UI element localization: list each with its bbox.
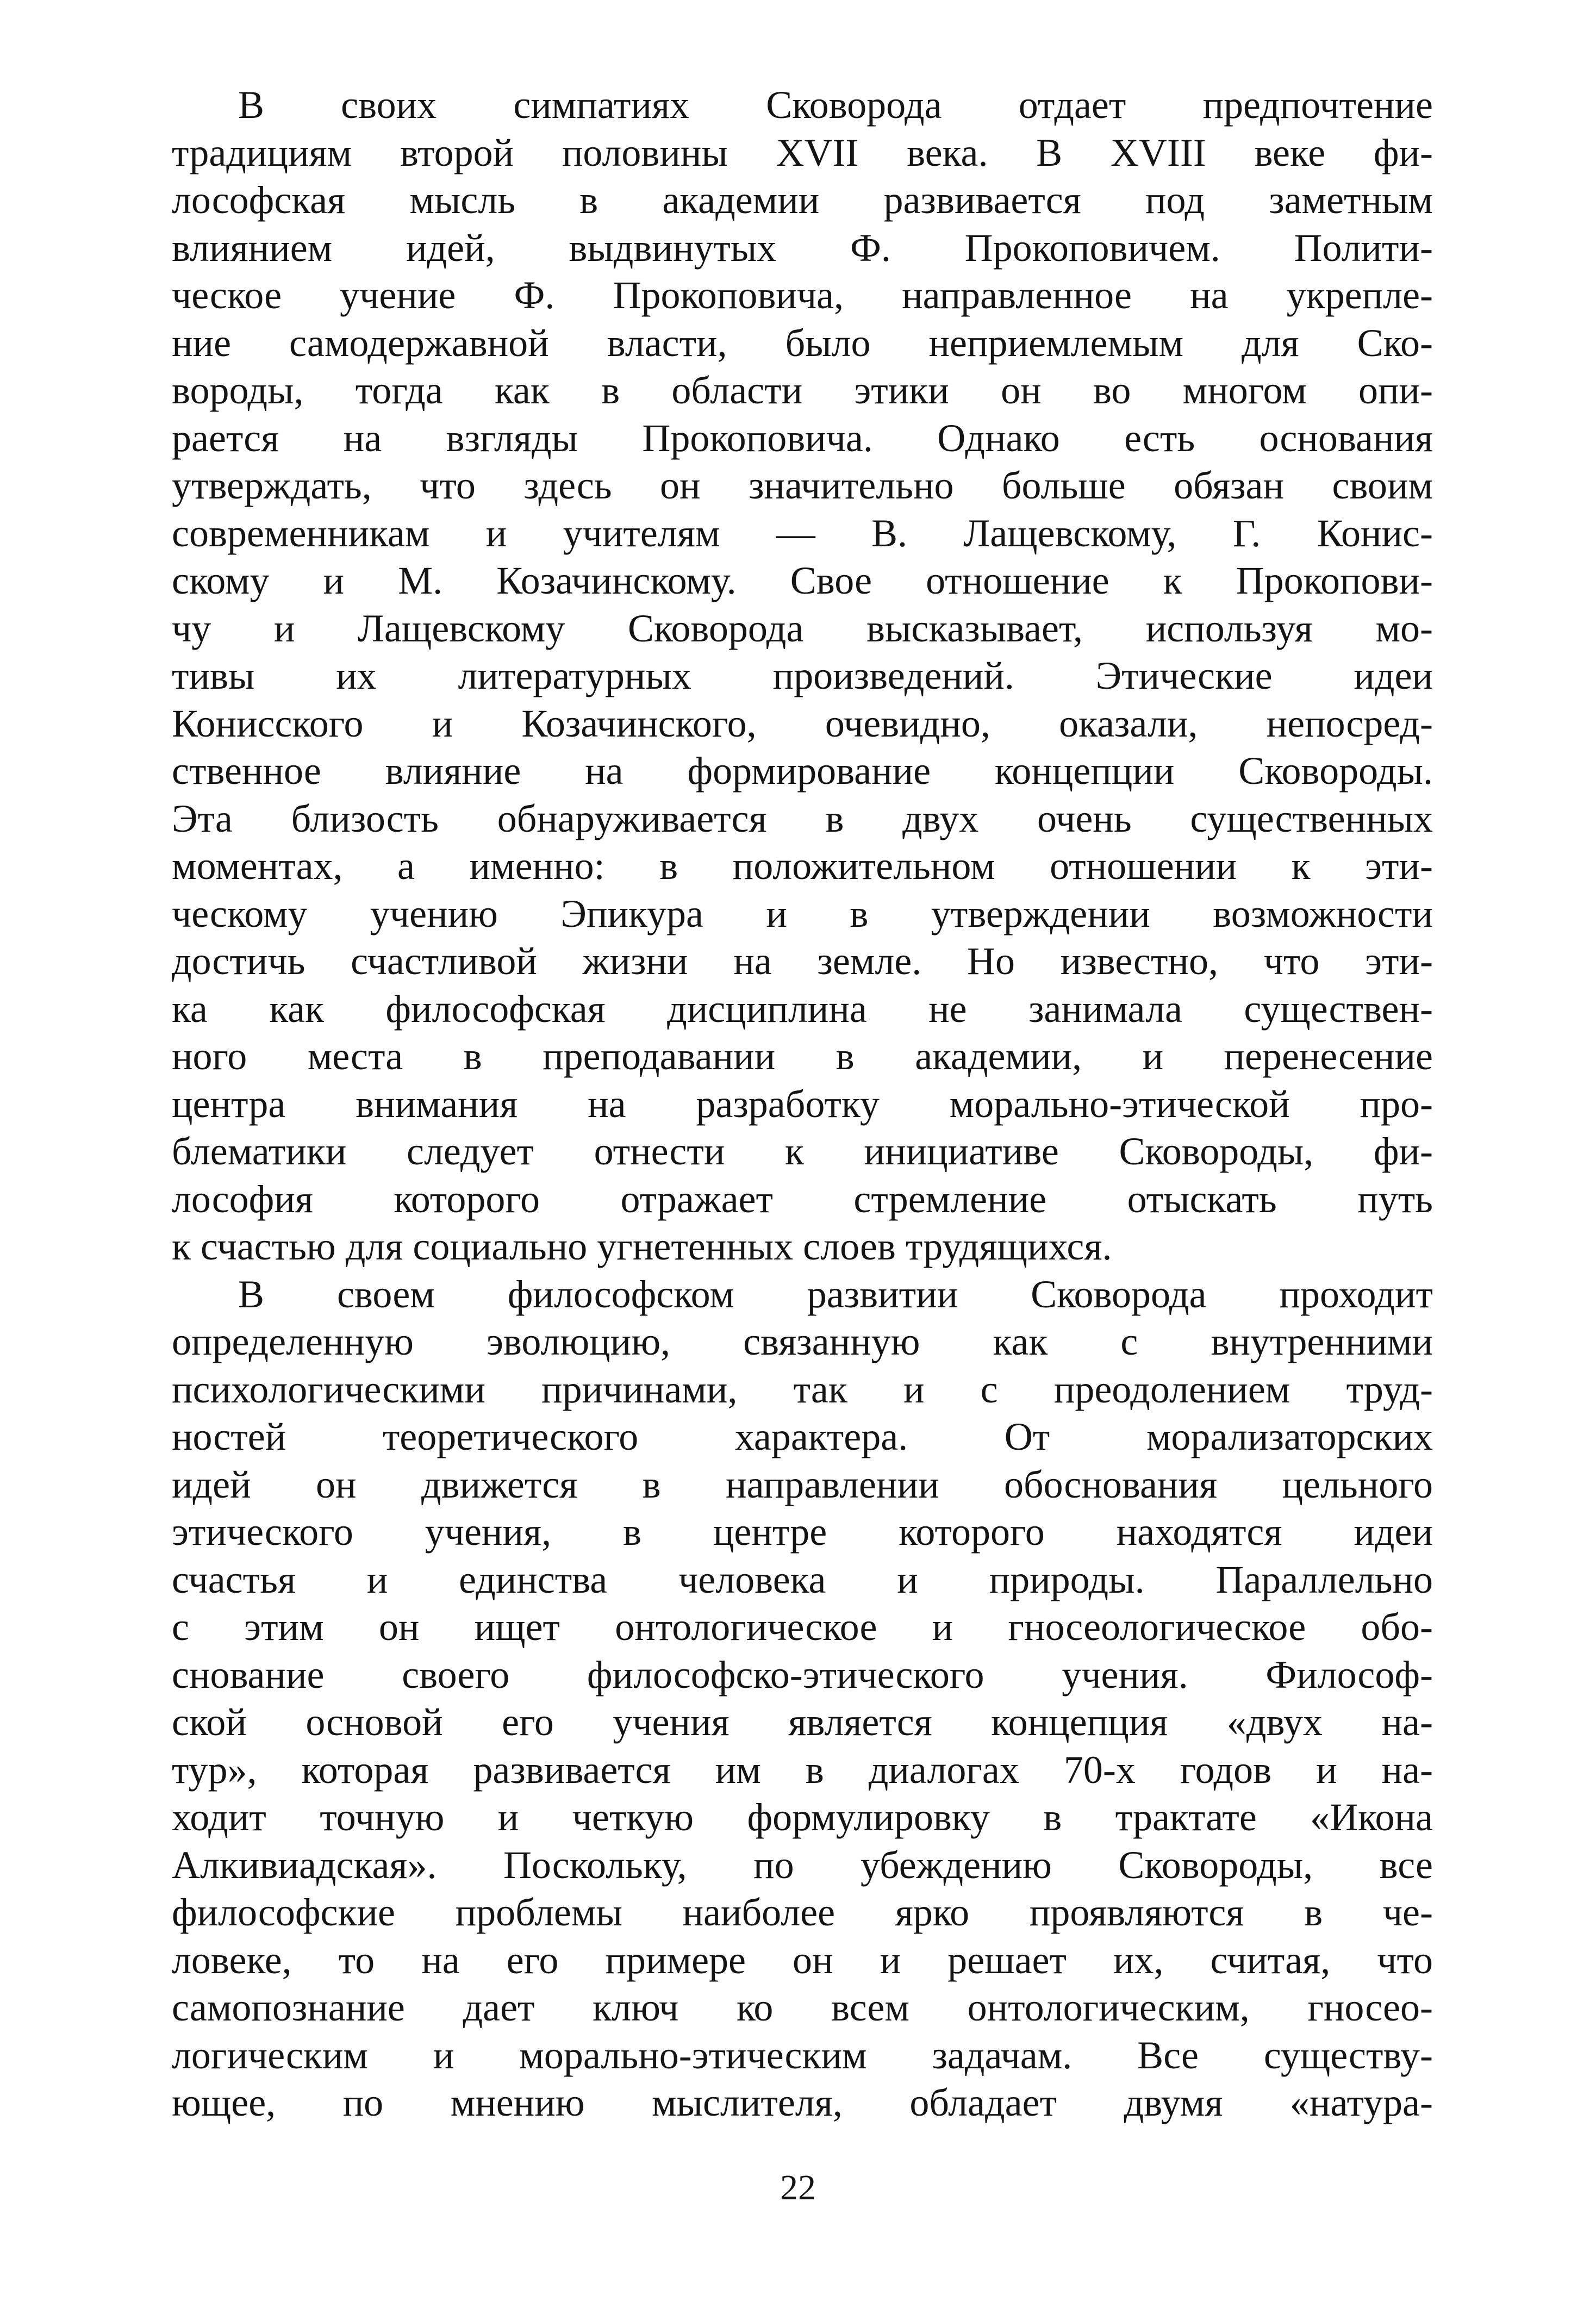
text-line: утверждать, что здесь он значительно больше обязан своим xyxy=(172,464,1433,507)
text-line: В своем философском развитии Сковорода проходит xyxy=(238,1272,1433,1316)
text-line: традициям второй половины XVII века. В XVIII веке фи- xyxy=(172,130,1433,174)
text-line: влиянием идей, выдвинутых Ф. Прокоповичем. Полити- xyxy=(172,226,1433,270)
text-line: В своих симпатиях Сковорода отдает предпочтение xyxy=(238,83,1433,127)
text-line: ющее, по мнению мыслителя, обладает двумя «натура- xyxy=(172,2081,1433,2124)
text-line: ческому учению Эпикура и в утверждении возможности xyxy=(172,891,1433,936)
text-line: ственное влияние на формирование концепции Сковороды. xyxy=(172,749,1433,793)
page-number: 22 xyxy=(780,2168,816,2207)
text-line: ской основой его учения является концепция «двух на- xyxy=(172,1700,1433,1744)
text-line: снование своего философско-этического учения. Философ- xyxy=(172,1652,1433,1697)
text-line: идей он движется в направлении обоснования цельного xyxy=(172,1462,1433,1506)
text-line: самопознание дает ключ ко всем онтологическим, гносео- xyxy=(172,1986,1433,2029)
text-line: тур», которая развивается им в диалогах 70-х годов и на- xyxy=(172,1748,1433,1792)
body-text xyxy=(172,82,1433,2127)
text-line: моментах, а именно: в положительном отношении к эти- xyxy=(172,844,1433,888)
text-line: ческое учение Ф. Прокоповича, направленное на укрепле- xyxy=(172,273,1433,317)
text-line: к счастью для социально угнетенных слоев трудящихся. xyxy=(172,1225,1112,1268)
text-line: Эта близость обнаруживается в двух очень существенных xyxy=(172,796,1433,840)
text-line: достичь счастливой жизни на земле. Но известно, что эти- xyxy=(172,939,1433,983)
text-line: ка как философская дисциплина не занимала существен- xyxy=(172,987,1433,1031)
text-line: ностей теоретического характера. От морализаторских xyxy=(172,1415,1433,1458)
text-line: Конисского и Козачинского, очевидно, оказали, непосред- xyxy=(172,701,1433,745)
text-line: лософская мысль в академии развивается под заметным xyxy=(172,178,1433,222)
text-line: этического учения, в центре которого находятся идеи xyxy=(172,1510,1433,1554)
text-line: блематики следует отнести к инициативе Сковороды, фи- xyxy=(172,1130,1433,1173)
text-line: скому и М. Козачинскому. Свое отношение к Прокопови- xyxy=(172,559,1433,602)
text-line: рается на взгляды Прокоповича. Однако есть основания xyxy=(172,416,1433,460)
text-line: лософия которого отражает стремление отыскать путь xyxy=(172,1177,1433,1221)
text-line: центра внимания на разработку морально-этической про- xyxy=(172,1082,1433,1126)
text-line: философские проблемы наиболее ярко проявляются в че- xyxy=(172,1891,1433,1934)
text-line: ного места в преподавании в академии, и перенесение xyxy=(172,1034,1433,1078)
text-line: ходит точную и четкую формулировку в трактате «Икона xyxy=(172,1795,1433,1839)
text-line: ловеке, то на его примере он и решает их, считая, что xyxy=(172,1938,1433,1982)
text-line: чу и Лащевскому Сковорода высказывает, используя мо- xyxy=(172,606,1433,650)
text-line: тивы их литературных произведений. Этические идеи xyxy=(172,654,1433,697)
text-line: психологическими причинами, так и с преодолением труд- xyxy=(172,1367,1433,1411)
text-line: логическим и морально-этическим задачам. Все существу- xyxy=(172,2033,1433,2077)
text-line: современникам и учителям — В. Лащевскому, Г. Конис- xyxy=(172,511,1433,555)
text-line: с этим он ищет онтологическое и гносеологическое обо- xyxy=(172,1605,1433,1649)
text-line: определенную эволюцию, связанную как с внутренними xyxy=(172,1320,1433,1363)
text-line: Алкивиадская». Поскольку, по убеждению Сковороды, все xyxy=(172,1843,1433,1887)
text-line: вороды, тогда как в области этики он во многом опи- xyxy=(172,369,1433,412)
text-line: ние самодержавной власти, было неприемлемым для Ско- xyxy=(172,321,1433,365)
text-line: счастья и единства человека и природы. Параллельно xyxy=(172,1557,1433,1601)
